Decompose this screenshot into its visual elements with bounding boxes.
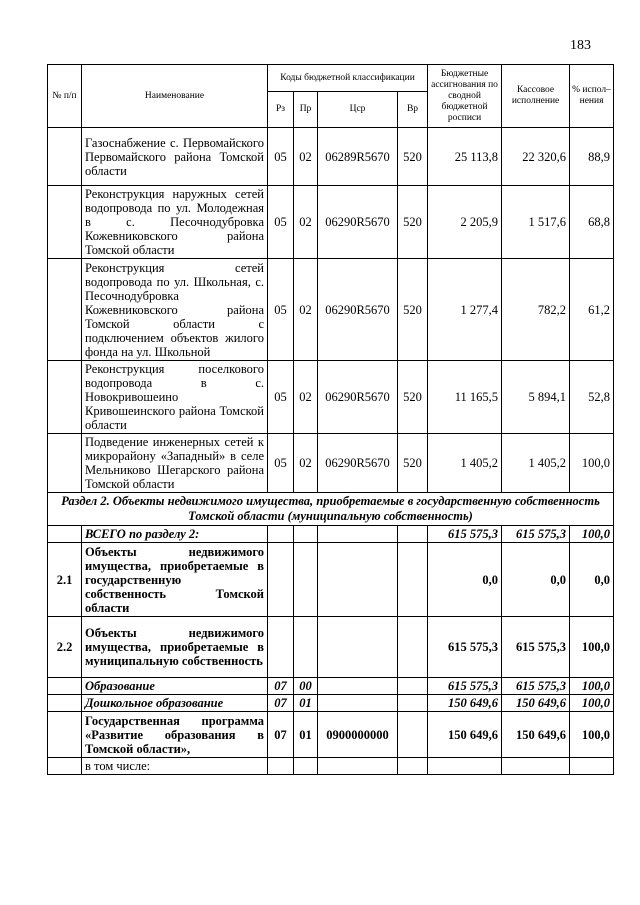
header-num: № п/п: [48, 65, 82, 128]
cell-cash: 1 517,6: [502, 186, 570, 259]
cell-pr: 02: [294, 361, 318, 434]
cell-name: Объекты недвижимого имущества, приобретаемые в муниципальную собственность: [82, 617, 268, 678]
header-rz: Рз: [268, 92, 294, 128]
cell-tsr: 0900000000: [318, 712, 398, 758]
cell-vr: 520: [398, 186, 428, 259]
header-percent: % испол–нения: [570, 65, 614, 128]
cell-vr: 520: [398, 259, 428, 361]
cell-vr: 520: [398, 434, 428, 493]
header-codes: Коды бюджетной классификации: [268, 65, 428, 92]
cell-num: [48, 361, 82, 434]
cell-assignments: 150 649,6: [428, 712, 502, 758]
table-row: [48, 543, 614, 617]
cell-num: [48, 128, 82, 186]
header-cash: Кассовое исполнение: [502, 65, 570, 128]
cell-cash: 150 649,6: [502, 712, 570, 758]
cell-rz: [268, 543, 294, 617]
total-assignments: 615 575,3: [428, 526, 502, 543]
table-row: [48, 678, 614, 695]
cell-assignments: 25 113,8: [428, 128, 502, 186]
cell-rz: 07: [268, 678, 294, 695]
cell-pr: [294, 758, 318, 775]
header-assignments: Бюджетные ассигнования по сводной бюджетной росписи: [428, 65, 502, 128]
cell-rz: 05: [268, 259, 294, 361]
cell-rz: 05: [268, 434, 294, 493]
cell-pr: 02: [294, 128, 318, 186]
cell-rz: [268, 758, 294, 775]
cell-vr: [398, 712, 428, 758]
cell-num: [48, 712, 82, 758]
cell-vr: [398, 543, 428, 617]
section-header-row: [48, 493, 614, 526]
cell-num: [48, 758, 82, 775]
table-row: [48, 695, 614, 712]
cell-tsr: 06290R5670: [318, 186, 398, 259]
cell-num: [48, 695, 82, 712]
cell-pr: [294, 543, 318, 617]
cell-name: Дошкольное образование: [82, 695, 268, 712]
cell-cash: 22 320,6: [502, 128, 570, 186]
cell-rz: 07: [268, 695, 294, 712]
table-row: [48, 434, 614, 493]
cell-assignments: 615 575,3: [428, 678, 502, 695]
cell-rz: 07: [268, 712, 294, 758]
cell-pr: 00: [294, 678, 318, 695]
cell-percent: 88,9: [570, 128, 614, 186]
cell-name: Реконструкция сетей водопровода по ул. Школьная, с. Песочнодубровка Кожевниковского района Томской области с подключением объектов жилого фонда на ул. Школьной: [82, 259, 268, 361]
cell-pr: 02: [294, 259, 318, 361]
table-row: [48, 186, 614, 259]
table-row: [48, 712, 614, 758]
page-number: 183: [570, 38, 591, 53]
cell-name: Объекты недвижимого имущества, приобретаемые в государственную собственность Томской области: [82, 543, 268, 617]
cell-vr: 520: [398, 128, 428, 186]
cell-tsr: [318, 543, 398, 617]
cell-pr: [294, 617, 318, 678]
cell-percent: 68,8: [570, 186, 614, 259]
cell-pr: 01: [294, 712, 318, 758]
cell-tsr: 06290R5670: [318, 259, 398, 361]
cell-rz: [268, 526, 294, 543]
total-row: [48, 526, 614, 543]
cell-vr: [398, 695, 428, 712]
cell-assignments: 1 277,4: [428, 259, 502, 361]
cell-cash: 782,2: [502, 259, 570, 361]
cell-rz: 05: [268, 361, 294, 434]
cell-num: [48, 526, 82, 543]
cell-pr: 02: [294, 186, 318, 259]
cell-assignments: 615 575,3: [428, 617, 502, 678]
cell-num: 2.1: [48, 543, 82, 617]
cell-percent: 52,8: [570, 361, 614, 434]
total-label: ВСЕГО по разделу 2:: [82, 526, 268, 543]
cell-tsr: [318, 695, 398, 712]
cell-vr: 520: [398, 361, 428, 434]
cell-percent: 100,0: [570, 695, 614, 712]
cell-cash: 615 575,3: [502, 617, 570, 678]
cell-name: Реконструкция наружных сетей водопровода по ул. Молодежная в с. Песочнодубровка Кожевниковского района Томской области: [82, 186, 268, 259]
cell-num: [48, 434, 82, 493]
header-name: Наименование: [82, 65, 268, 128]
cell-pr: 01: [294, 695, 318, 712]
cell-assignments: 0,0: [428, 543, 502, 617]
cell-name: Образование: [82, 678, 268, 695]
table-row: [48, 128, 614, 186]
cell-num: [48, 259, 82, 361]
cell-num: [48, 186, 82, 259]
cell-tsr: [318, 526, 398, 543]
cell-tsr: [318, 678, 398, 695]
cell-cash: 0,0: [502, 543, 570, 617]
cell-num: [48, 678, 82, 695]
cell-percent: 100,0: [570, 712, 614, 758]
table-row: [48, 361, 614, 434]
cell-assignments: 2 205,9: [428, 186, 502, 259]
cell-cash: 5 894,1: [502, 361, 570, 434]
cell-percent: 100,0: [570, 434, 614, 493]
cell-percent: [570, 758, 614, 775]
cell-vr: [398, 526, 428, 543]
cell-pr: [294, 526, 318, 543]
section-2-title: Раздел 2. Объекты недвижимого имущества, приобретаемые в государственную собственность Томской области (муниципальную собственность): [48, 493, 614, 526]
cell-percent: 61,2: [570, 259, 614, 361]
total-percent: 100,0: [570, 526, 614, 543]
cell-vr: [398, 758, 428, 775]
cell-percent: 0,0: [570, 543, 614, 617]
cell-assignments: 1 405,2: [428, 434, 502, 493]
cell-assignments: 11 165,5: [428, 361, 502, 434]
table-row: [48, 758, 614, 775]
budget-table: [47, 64, 614, 775]
header-pr: Пр: [294, 92, 318, 128]
cell-cash: [502, 758, 570, 775]
cell-name: Подведение инженерных сетей к микрорайону «Западный» в селе Мельниково Шегарского района Томской области: [82, 434, 268, 493]
cell-vr: [398, 617, 428, 678]
cell-num: 2.2: [48, 617, 82, 678]
cell-rz: 05: [268, 128, 294, 186]
table-row: [48, 259, 614, 361]
table-row: [48, 617, 614, 678]
cell-vr: [398, 678, 428, 695]
cell-tsr: 06289R5670: [318, 128, 398, 186]
cell-name: Государственная программа «Развитие образования в Томской области»,: [82, 712, 268, 758]
cell-tsr: 06290R5670: [318, 434, 398, 493]
cell-percent: 100,0: [570, 617, 614, 678]
cell-cash: 615 575,3: [502, 678, 570, 695]
cell-tsr: [318, 758, 398, 775]
cell-cash: 1 405,2: [502, 434, 570, 493]
cell-assignments: 150 649,6: [428, 695, 502, 712]
budget-table-wrapper: [47, 64, 613, 775]
cell-rz: [268, 617, 294, 678]
cell-name: Реконструкция поселкового водопровода в с. Новокривошеино Кривошеинского района Томской области: [82, 361, 268, 434]
header-tsr: Цср: [318, 92, 398, 128]
cell-cash: 150 649,6: [502, 695, 570, 712]
cell-assignments: [428, 758, 502, 775]
cell-pr: 02: [294, 434, 318, 493]
cell-name: в том числе:: [82, 758, 268, 775]
total-cash: 615 575,3: [502, 526, 570, 543]
cell-percent: 100,0: [570, 678, 614, 695]
header-vr: Вр: [398, 92, 428, 128]
cell-tsr: [318, 617, 398, 678]
cell-name: Газоснабжение с. Первомайского Первомайского района Томской области: [82, 128, 268, 186]
cell-tsr: 06290R5670: [318, 361, 398, 434]
cell-rz: 05: [268, 186, 294, 259]
